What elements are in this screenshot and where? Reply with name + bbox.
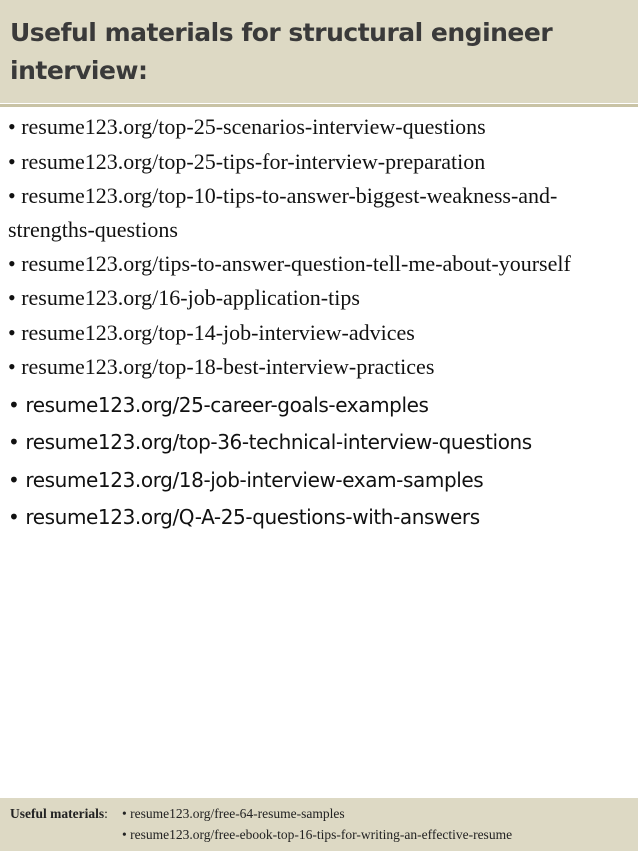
list-item: • resume123.org/Q-A-25-questions-with-answers (8, 505, 480, 529)
list-item: • resume123.org/top-18-best-interview-practices (8, 354, 435, 379)
slide-header (0, 0, 638, 103)
page-title: Useful materials for structural engineer interview: (10, 18, 553, 85)
list-item: • resume123.org/top-25-tips-for-interview-preparation (8, 148, 486, 174)
list-item: • resume123.org/25-career-goals-examples (8, 392, 429, 417)
footer-link: • resume123.org/free-64-resume-samples (122, 806, 345, 821)
list-item: • resume123.org/top-10-tips-to-answer-biggest-weakness-and-strengths-questions (8, 183, 558, 242)
list-item: • resume123.org/18-job-interview-exam-samples (8, 467, 484, 492)
footer-row (10, 824, 638, 845)
header-divider (0, 104, 638, 107)
footer-label (10, 803, 122, 824)
footer-link: • resume123.org/free-ebook-top-16-tips-for-writing-an-effective-resume (122, 827, 513, 842)
list-item: • resume123.org/top-14-job-interview-advices (8, 319, 415, 345)
list-item: • resume123.org/top-25-scenarios-interview-questions (8, 114, 486, 139)
footer-label-colon: : (104, 806, 108, 821)
footer-row (10, 803, 638, 824)
list-item: • resume123.org/top-36-technical-interview-questions (8, 430, 532, 454)
footer-label-text: Useful materials (10, 806, 105, 821)
list-item: • resume123.org/16-job-application-tips (8, 285, 360, 310)
footer-bar (0, 798, 638, 851)
materials-list (8, 110, 628, 537)
list-item: • resume123.org/tips-to-answer-question-tell-me-about-yourself (8, 251, 571, 276)
